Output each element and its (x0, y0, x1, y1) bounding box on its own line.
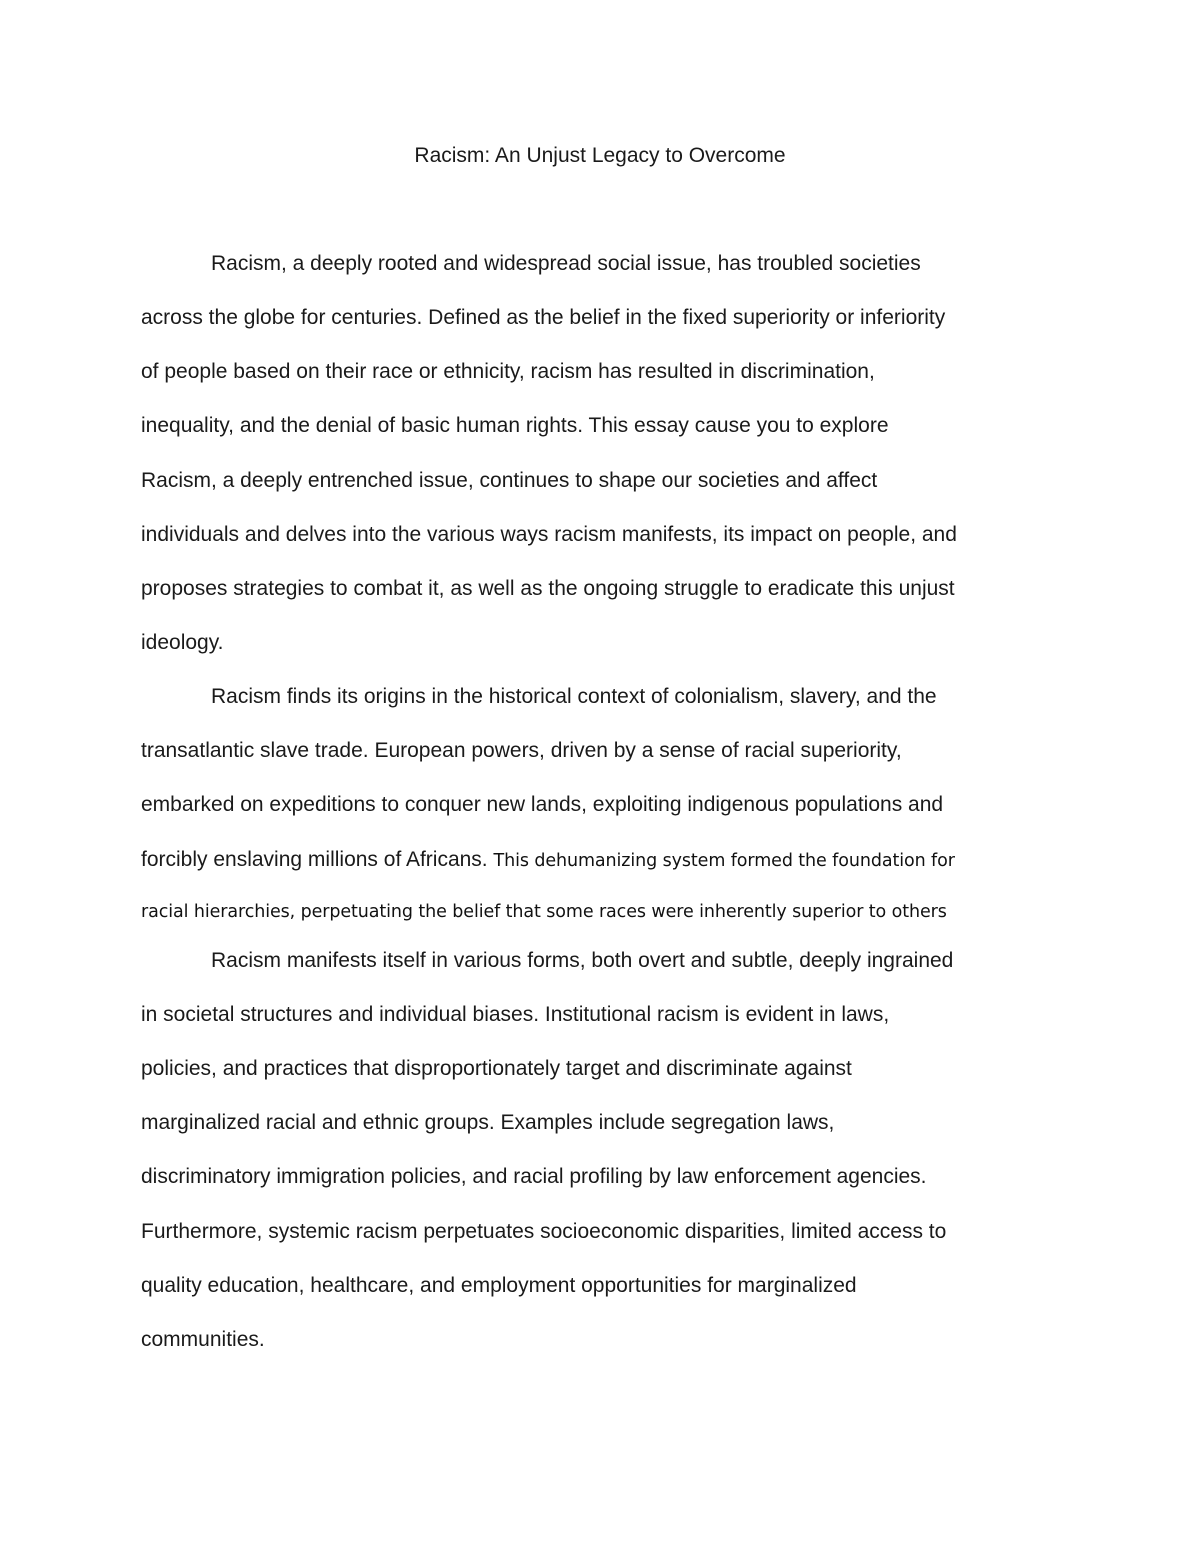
paragraph-line: transatlantic slave trade. European powers, driven by a sense of racial superiority, (141, 739, 902, 762)
paragraph-line: embarked on expeditions to conquer new lands, exploiting indigenous populations and (141, 793, 944, 816)
paragraph-line: Racism manifests itself in various forms, both overt and subtle, deeply ingrained (211, 949, 954, 972)
paragraph-line: inequality, and the denial of basic human rights. This essay cause you to explore (141, 414, 889, 437)
line-segment: This dehumanizing system formed the foundation for (493, 851, 955, 871)
paragraph-line: of people based on their race or ethnicity, racism has resulted in discrimination, (141, 360, 875, 383)
paragraph-line (141, 846, 955, 875)
paragraph-line: ideology. (141, 631, 224, 654)
paragraph-line: Racism, a deeply entrenched issue, continues to shape our societies and affect (141, 469, 878, 492)
essay-title: Racism: An Unjust Legacy to Overcome (414, 144, 786, 167)
paragraph-line: policies, and practices that disproportionately target and discriminate against (141, 1057, 852, 1080)
paragraph-line: proposes strategies to combat it, as well as the ongoing struggle to eradicate this unjust (141, 577, 955, 600)
paragraph-line: quality education, healthcare, and employment opportunities for marginalized (141, 1274, 857, 1297)
paragraph-line: Racism finds its origins in the historical context of colonialism, slavery, and the (211, 685, 937, 708)
paragraph-line: discriminatory immigration policies, and racial profiling by law enforcement agencies. (141, 1165, 927, 1188)
paragraph-line: individuals and delves into the various ways racism manifests, its impact on people, and (141, 523, 957, 546)
paragraph-line: Racism, a deeply rooted and widespread social issue, has troubled societies (211, 252, 921, 275)
paragraph-line: communities. (141, 1328, 265, 1351)
paragraph-line: Furthermore, systemic racism perpetuates socioeconomic disparities, limited access to (141, 1220, 947, 1243)
line-segment: forcibly enslaving millions of Africans. (141, 848, 488, 871)
paragraph-line: in societal structures and individual biases. Institutional racism is evident in laws, (141, 1003, 890, 1026)
paragraph-line: racial hierarchies, perpetuating the belief that some races were inherently superior to others (141, 902, 947, 922)
paragraph-line: marginalized racial and ethnic groups. Examples include segregation laws, (141, 1111, 835, 1134)
paragraph-line: across the globe for centuries. Defined as the belief in the fixed superiority or inferiority (141, 306, 946, 329)
